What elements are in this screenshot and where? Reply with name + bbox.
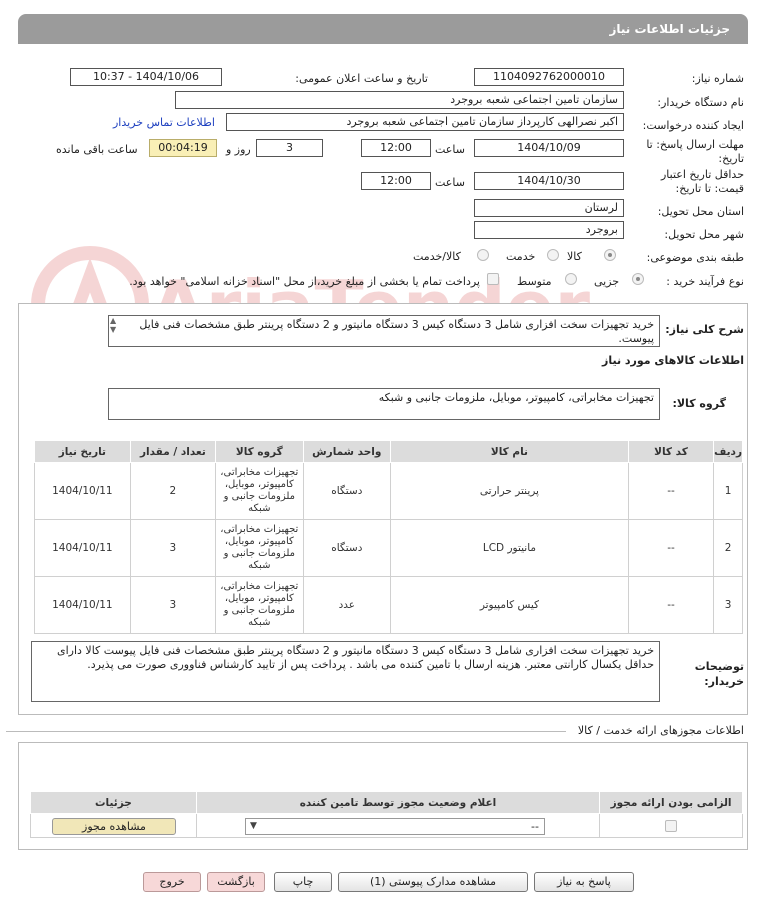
permits-section-title: اطلاعات مجوزهای ارائه خدمت / کالا	[577, 724, 744, 737]
cell-code: --	[628, 463, 713, 520]
process-option-medium: متوسط	[517, 275, 552, 288]
cell-name: کیس کامپیوتر	[391, 577, 629, 634]
col-date: تاریخ نیاز	[35, 441, 131, 463]
deadline-label: مهلت ارسال پاسخ: تا	[646, 138, 744, 151]
table-row[interactable]	[35, 463, 743, 520]
cell-group: تجهیزات مخابراتی، کامپیوتر، موبایل، ملزومات جانبی و شبکه	[216, 463, 303, 520]
process-option-minor: جزیی	[594, 275, 620, 288]
category-radio-service[interactable]	[547, 249, 559, 261]
buyer-notes-label: توضیحات	[694, 660, 744, 673]
validity-label: حداقل تاریخ اعتبار	[660, 168, 744, 181]
col-qty: تعداد / مقدار	[130, 441, 215, 463]
table-row[interactable]	[35, 520, 743, 577]
process-radio-medium[interactable]	[565, 273, 577, 285]
col-unit: واحد شمارش	[303, 441, 391, 463]
exit-button[interactable]: خروج	[143, 872, 201, 892]
time-remaining-field: 00:04:19	[149, 139, 217, 157]
province-field: لرستان	[474, 199, 624, 217]
announce-date-field: 1404/10/06 - 10:37	[70, 68, 222, 86]
cell-group: تجهیزات مخابراتی، کامپیوتر، موبایل، ملزومات جانبی و شبکه	[216, 577, 303, 634]
cell-row: 2	[714, 520, 743, 577]
cell-code: --	[628, 577, 713, 634]
deadline-date-field: 1404/10/09	[474, 139, 624, 157]
process-type-label: نوع فرآیند خرید :	[666, 275, 744, 288]
goods-section-title: اطلاعات کالاهای مورد نیاز	[602, 354, 744, 367]
validity-date-field: 1404/10/30	[474, 172, 624, 190]
category-option-goods: کالا	[567, 250, 582, 263]
description-textarea[interactable]	[108, 315, 660, 347]
buyer-org-field: سازمان تامین اجتماعی شعبه بروجرد	[175, 91, 624, 109]
days-label: روز و	[226, 143, 251, 156]
col-row: ردیف	[714, 441, 743, 463]
process-radio-minor[interactable]	[632, 273, 644, 285]
view-permit-button[interactable]: مشاهده مجوز	[52, 818, 176, 835]
table-row[interactable]	[35, 577, 743, 634]
col-code: کد کالا	[628, 441, 713, 463]
deadline-label-date: تاریخ:	[718, 152, 744, 165]
city-label: شهر محل تحویل:	[664, 228, 744, 241]
buyer-notes-textarea[interactable]	[31, 641, 660, 702]
permit-required-checkbox	[665, 820, 677, 832]
reply-button[interactable]: پاسخ به نیاز	[534, 872, 634, 892]
need-number-field: 1104092762000010	[474, 68, 624, 86]
creator-field: اکبر نصرالهی کارپرداز سازمان تامین اجتماعی شعبه بروجرد	[226, 113, 624, 131]
goods-table-header	[35, 441, 743, 463]
cell-date: 1404/10/11	[35, 463, 131, 520]
cell-unit: عدد	[303, 577, 391, 634]
cell-group: تجهیزات مخابراتی، کامپیوتر، موبایل، ملزومات جانبی و شبکه	[216, 520, 303, 577]
deadline-time-label: ساعت	[435, 143, 465, 156]
treasury-payment-checkbox[interactable]	[487, 273, 499, 285]
cell-code: --	[628, 520, 713, 577]
treasury-payment-note: پرداخت تمام یا بخشی از مبلغ خرید،از محل "اسناد خزانه اسلامی" خواهد بود.	[129, 275, 480, 288]
buyer-notes-label-2: خریدار:	[704, 675, 744, 688]
validity-time-field: 12:00	[361, 172, 431, 190]
cell-name: پرینتر حرارتی	[391, 463, 629, 520]
goods-table	[34, 440, 743, 634]
city-field: بروجرد	[474, 221, 624, 239]
cell-row: 1	[714, 463, 743, 520]
permit-status-value: --	[531, 820, 539, 833]
category-label: طبقه بندی موضوعی:	[646, 251, 744, 264]
category-option-goods-service: کالا/خدمت	[413, 250, 461, 263]
category-radio-goods[interactable]	[604, 249, 616, 261]
cell-row: 3	[714, 577, 743, 634]
back-button[interactable]: بازگشت	[207, 872, 265, 892]
buyer-contact-link[interactable]: اطلاعات تماس خریدار	[113, 116, 215, 129]
days-remaining-field: 3	[256, 139, 323, 157]
deadline-time-field: 12:00	[361, 139, 431, 157]
cell-unit: دستگاه	[303, 520, 391, 577]
validity-label-date: قیمت: تا تاریخ:	[675, 182, 744, 195]
goods-group-text: تجهیزات مخابراتی، کامپیوتر، موبایل، ملزومات جانبی و شبکه	[378, 391, 654, 404]
col-permit-status: اعلام وضعیت مجوز توسط تامین کننده	[196, 792, 599, 814]
cell-unit: دستگاه	[303, 463, 391, 520]
cell-date: 1404/10/11	[35, 520, 131, 577]
permit-status-select[interactable]	[245, 818, 545, 835]
col-permit-required: الزامی بودن ارائه مجوز	[600, 792, 743, 814]
col-permit-details: جزئیات	[31, 792, 197, 814]
creator-label: ایجاد کننده درخواست:	[642, 119, 744, 132]
print-button[interactable]: چاپ	[274, 872, 332, 892]
description-text: خرید تجهیزات سخت افزاری شامل 3 دستگاه کیس 3 دستگاه مانیتور و 2 دستگاه پرینتر طبق مشخصات فنی فایل پیوست.	[139, 318, 654, 345]
description-label: شرح کلی نیاز:	[665, 323, 744, 336]
goods-group-field	[108, 388, 660, 420]
page-header	[18, 14, 748, 44]
cell-permit-required	[600, 814, 743, 838]
page-title: جزئیات اطلاعات نیاز	[609, 22, 730, 36]
validity-time-label: ساعت	[435, 176, 465, 189]
col-group: گروه کالا	[216, 441, 303, 463]
cell-date: 1404/10/11	[35, 577, 131, 634]
scroll-arrows-icon[interactable]: ▲ ▼	[110, 316, 117, 334]
cell-qty: 3	[130, 520, 215, 577]
goods-group-label: گروه کالا:	[672, 397, 726, 410]
cell-qty: 3	[130, 577, 215, 634]
province-label: استان محل تحویل:	[657, 205, 744, 218]
category-option-service: خدمت	[506, 250, 536, 263]
section-divider	[6, 731, 566, 732]
cell-qty: 2	[130, 463, 215, 520]
category-radio-goods-service[interactable]	[477, 249, 489, 261]
buyer-notes-text: خرید تجهیزات سخت افزاری شامل 3 دستگاه کیس 3 دستگاه مانیتور و 2 دستگاه پرینتر طبق مشخصات فنی فایل پیوست کالا دارای حداقل یکسال کارانتی معتبر. هزینه ارسال با تامین کننده می باشد . پرداخت پس از تایید کارشناس فناووری صورت می پذیرد.	[57, 644, 654, 671]
time-remaining-label: ساعت باقی مانده	[56, 143, 138, 156]
need-number-label: شماره نیاز:	[691, 72, 744, 85]
attachments-button[interactable]: مشاهده مدارک پیوستی (1)	[338, 872, 528, 892]
buyer-org-label: نام دستگاه خریدار:	[657, 96, 744, 109]
chevron-down-icon[interactable]: ▼	[250, 821, 257, 831]
col-name: نام کالا	[391, 441, 629, 463]
permits-table-header	[31, 792, 743, 814]
cell-name: مانیتور LCD	[391, 520, 629, 577]
announce-date-label: تاریخ و ساعت اعلان عمومی:	[295, 72, 428, 85]
